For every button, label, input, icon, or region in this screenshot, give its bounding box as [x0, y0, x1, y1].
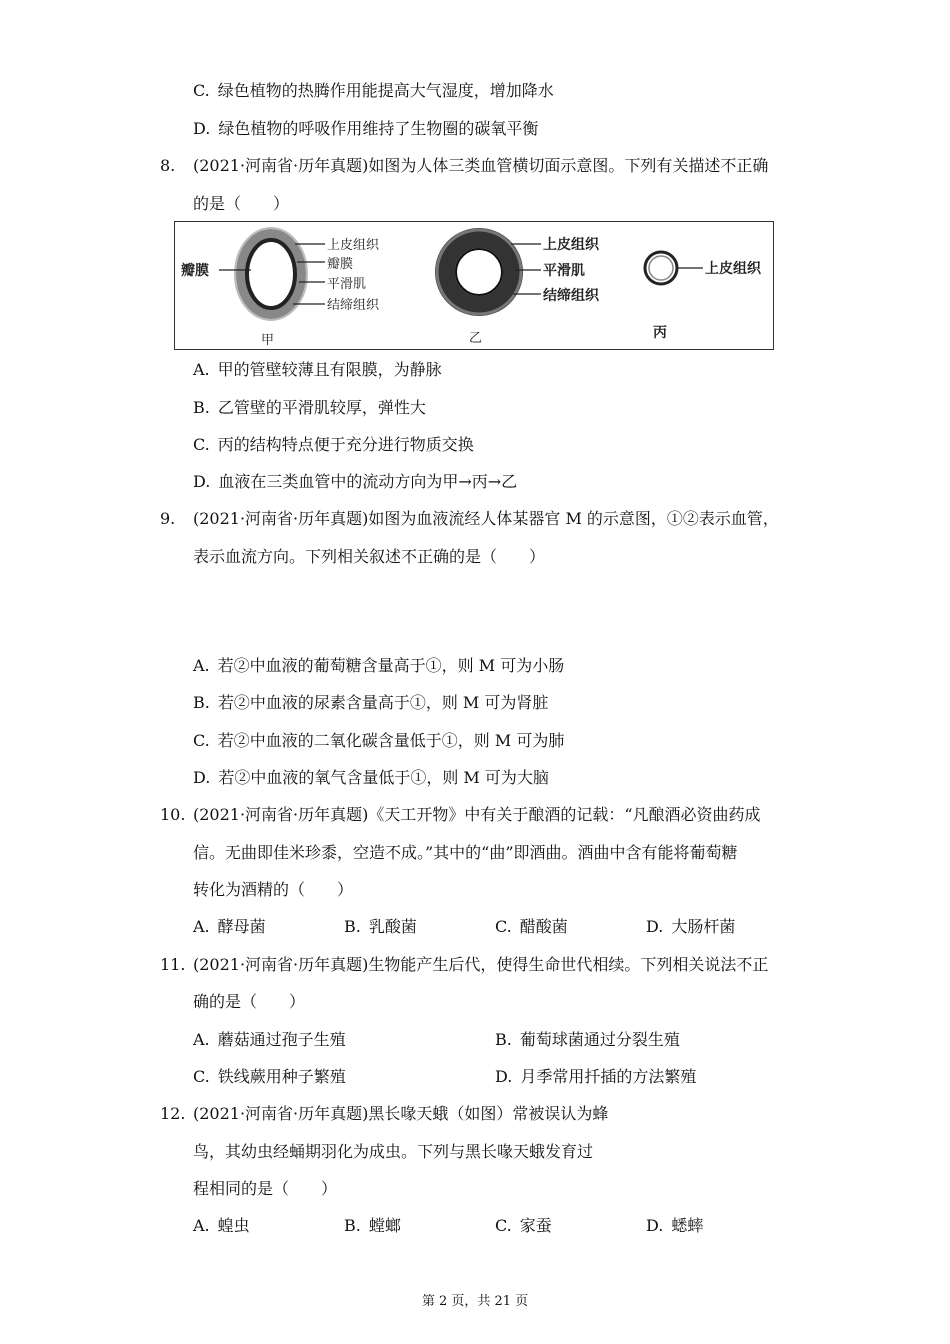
- q9-option-a: [193, 655, 564, 677]
- q12-option-a: [193, 1215, 250, 1237]
- q10-option-d: [646, 916, 735, 938]
- yi-caption: 乙: [469, 331, 483, 346]
- q8-stem-line1: (2021·河南省·历年真题)如图为人体三类血管横切面示意图。下列有关描述不正确: [193, 156, 769, 175]
- option-label: C.: [495, 917, 512, 936]
- option-label: C.: [193, 731, 210, 750]
- q8-option-d: [193, 471, 517, 493]
- option-text: 大肠杆菌: [671, 917, 736, 936]
- option-label: B.: [344, 1216, 361, 1235]
- jia-caption: 甲: [261, 333, 275, 348]
- option-label: B.: [193, 398, 210, 417]
- option-label: D.: [193, 768, 211, 787]
- option-label: B.: [193, 693, 210, 712]
- option-label: C.: [193, 1067, 210, 1086]
- yi-label-3: 结缔组织: [543, 288, 599, 304]
- q11-option-b: [495, 1029, 680, 1051]
- q8-option-c: [193, 434, 474, 456]
- jia-label-1: 上皮组织: [327, 238, 380, 253]
- option-text: 醋酸菌: [519, 917, 568, 936]
- q8-stem-line2: 的是（ ）: [193, 194, 290, 213]
- option-text: 血液在三类血管中的流动方向为甲→丙→乙: [218, 472, 518, 491]
- q7-option-c: [193, 80, 554, 102]
- option-text: 乳酸菌: [368, 917, 417, 936]
- q12-option-b: [344, 1215, 401, 1237]
- q11-stem-line2: 确的是（ ）: [193, 992, 306, 1011]
- q10-option-c: [495, 916, 568, 938]
- option-text: 乙管壁的平滑肌较厚，弹性大: [217, 398, 426, 417]
- q10-option-a: [193, 916, 266, 938]
- q11-number: 11.: [160, 955, 186, 974]
- option-label: A.: [193, 656, 210, 675]
- jia-left-label: 瓣膜: [181, 263, 209, 279]
- option-label: C.: [193, 81, 210, 100]
- q12-stem-line1: (2021·河南省·历年真题)黑长喙天蛾（如图）常被误认为蜂: [193, 1104, 609, 1123]
- option-label: B.: [344, 917, 361, 936]
- option-text: 酵母菌: [217, 917, 266, 936]
- option-label: D.: [495, 1067, 513, 1086]
- q11-option-d: [495, 1066, 696, 1088]
- q7-option-d: [193, 118, 538, 140]
- q8-number: 8.: [160, 156, 176, 175]
- q9-number: 9.: [160, 509, 176, 528]
- q11-stem-line1: (2021·河南省·历年真题)生物能产生后代，使得生命世代相续。下列相关说法不正: [193, 955, 769, 974]
- jia-label-3: 平滑肌: [327, 277, 367, 292]
- option-text: 螳螂: [368, 1216, 401, 1235]
- option-text: 绿色植物的热腾作用能提高大气湿度，增加降水: [217, 81, 554, 100]
- option-text: 蟋蟀: [671, 1216, 704, 1235]
- q8-option-a: [193, 359, 442, 381]
- option-label: B.: [495, 1030, 512, 1049]
- option-text: 家蚕: [519, 1216, 552, 1235]
- q12-option-d: [646, 1215, 703, 1237]
- q10-option-b: [344, 916, 417, 938]
- q9-stem-line2: 表示血流方向。下列相关叙述不正确的是（ ）: [193, 547, 546, 566]
- option-label: D.: [193, 472, 211, 491]
- option-text: 若②中血液的葡萄糖含量高于①，则 M 可为小肠: [217, 656, 565, 675]
- q12-stem-line2: 鸟，其幼虫经蛹期羽化为成虫。下列与黑长喙天蛾发育过: [193, 1142, 594, 1161]
- option-text: 铁线蕨用种子繁殖: [217, 1067, 346, 1086]
- yi-label-2: 平滑肌: [543, 263, 585, 279]
- option-label: A.: [193, 1216, 210, 1235]
- yi-label-1: 上皮组织: [543, 237, 599, 253]
- option-text: 若②中血液的尿素含量高于①，则 M 可为肾脏: [217, 693, 549, 712]
- option-label: A.: [193, 917, 210, 936]
- q9-option-d: [193, 767, 549, 789]
- option-label: D.: [193, 119, 211, 138]
- q10-number: 10.: [160, 805, 186, 824]
- option-label: C.: [193, 435, 210, 454]
- q11-option-c: [193, 1066, 346, 1088]
- jia-label-2: 瓣膜: [327, 257, 354, 272]
- bing-label-1: 上皮组织: [705, 261, 761, 277]
- q8-option-b: [193, 397, 426, 419]
- page-footer: 第 2 页，共 21 页: [421, 1294, 529, 1309]
- q10-stem-line2: 信。无曲即佳米珍黍，空造不成。”其中的“曲”即酒曲。酒曲中含有能将葡萄糖: [193, 843, 738, 862]
- option-text: 丙的结构特点便于充分进行物质交换: [217, 435, 474, 454]
- q10-stem-line3: 转化为酒精的（ ）: [193, 880, 354, 899]
- q9-stem-line1: (2021·河南省·历年真题)如图为血液流经人体某器官 M 的示意图，①②表示血管，: [193, 509, 779, 528]
- q9-option-c: [193, 730, 564, 752]
- option-text: 若②中血液的氧气含量低于①，则 M 可为大脑: [218, 768, 549, 787]
- q12-stem-line3: 程相同的是（ ）: [193, 1179, 338, 1198]
- option-text: 蝗虫: [217, 1216, 250, 1235]
- option-text: 葡萄球菌通过分裂生殖: [519, 1030, 680, 1049]
- q9-option-b: [193, 692, 548, 714]
- option-label: A.: [193, 360, 210, 379]
- option-label: D.: [646, 1216, 664, 1235]
- option-text: 蘑菇通过孢子生殖: [217, 1030, 346, 1049]
- option-text: 月季常用扦插的方法繁殖: [520, 1067, 697, 1086]
- option-label: D.: [646, 917, 664, 936]
- option-text: 甲的管壁较薄且有限膜，为静脉: [217, 360, 442, 379]
- jia-label-4: 结缔组织: [327, 298, 380, 313]
- q12-option-c: [495, 1215, 552, 1237]
- blood-vessel-figure: [174, 221, 774, 350]
- option-text: 绿色植物的呼吸作用维持了生物圈的碳氧平衡: [218, 119, 539, 138]
- q11-option-a: [193, 1029, 346, 1051]
- bing-caption: 丙: [653, 325, 667, 341]
- option-label: A.: [193, 1030, 210, 1049]
- q10-stem-line1: (2021·河南省·历年真题)《天工开物》中有关于酿酒的记载：“凡酿酒必资曲药成: [193, 805, 761, 824]
- q12-number: 12.: [160, 1104, 186, 1123]
- option-text: 若②中血液的二氧化碳含量低于①，则 M 可为肺: [217, 731, 565, 750]
- option-label: C.: [495, 1216, 512, 1235]
